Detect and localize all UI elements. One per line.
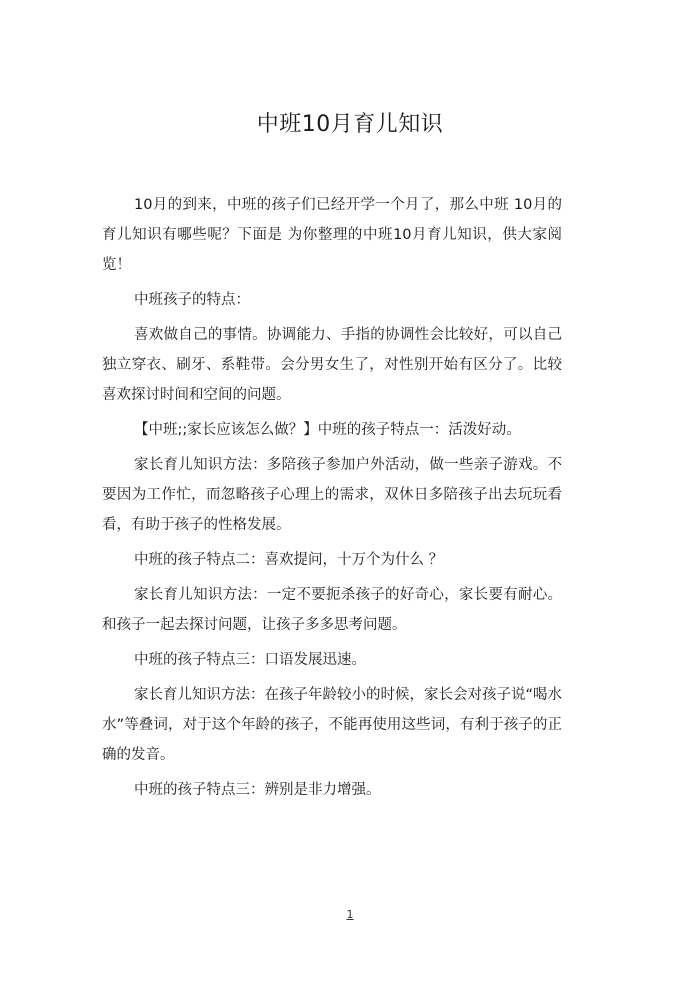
document-title: 中班10月育儿知识 xyxy=(256,112,444,137)
paragraph-traits: 喜欢做自己的事情。协调能力、手指的协调性会比较好，可以自己独立穿衣、刷牙、系鞋带。会分男女生了，对性别开始有区分了。比较喜欢探讨时间和空间的问题。 xyxy=(102,327,562,403)
page-number: 1 xyxy=(346,908,354,921)
paragraph-intro: 10月的到来，中班的孩子们已经开学一个月了，那么中班 10月的育儿知识有哪些呢？下面是 为你整理的中班10月育儿知识，供大家阅览！ xyxy=(102,197,562,273)
paragraph-trait-four: 中班的孩子特点三：辨别是非力增强。 xyxy=(134,782,381,798)
paragraph-method-two: 家长育儿知识方法：一定不要扼杀孩子的好奇心，家长要有耐心。和孩子一起去探讨问题，让孩子多多思考问题。 xyxy=(102,587,562,633)
paragraph-heading-traits: 中班孩子的特点： xyxy=(134,292,250,308)
paragraph-trait-two: 中班的孩子特点二：喜欢提问，十万个为什么 ？ xyxy=(134,552,444,568)
paragraph-method-three: 家长育儿知识方法：在孩子年龄较小的时候，家长会对孩子说“喝水水”等叠词，对于这个年龄的孩子，不能再使用这些词，有利于孩子的正确的发音。 xyxy=(102,687,563,763)
document-body xyxy=(102,190,562,810)
paragraph-trait-one: 【中班;;家长应该怎么做？】中班的孩子特点一：活泼好动。 xyxy=(134,422,521,438)
paragraph-method-one: 家长育儿知识方法：多陪孩子参加户外活动，做一些亲子游戏。不要因为工作忙，而忽略孩子心理上的需求，双休日多陪孩子出去玩玩看看，有助于孩子的性格发展。 xyxy=(102,457,562,533)
paragraph-trait-three: 中班的孩子特点三：口语发展迅速。 xyxy=(134,652,366,668)
